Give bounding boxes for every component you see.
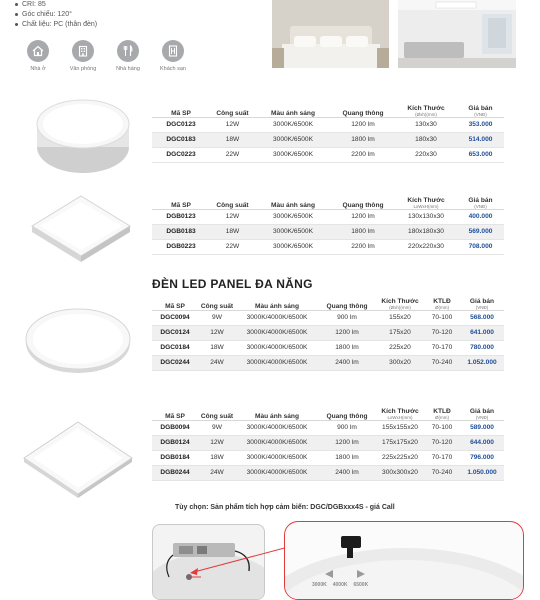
cct-label: 4000K	[332, 582, 348, 588]
column-header: Mã SP	[152, 294, 198, 310]
spec-list	[14, 0, 97, 30]
section-heading: ĐÈN LED PANEL ĐA NĂNG	[152, 277, 313, 291]
table-cell: 22W	[210, 239, 255, 254]
spec-item: Chất liệu: PC (thân đèn)	[14, 20, 97, 30]
table-cell: 9W	[198, 420, 236, 435]
table-cell: 3000K/6500K	[255, 132, 331, 147]
table-cell: 70-100	[424, 310, 460, 325]
column-header: Màu ánh sáng	[236, 404, 318, 420]
table-cell: 24W	[198, 465, 236, 480]
column-header: Quang thông	[318, 404, 376, 420]
table-cell: 70-240	[424, 355, 460, 370]
table-cell: 220x30	[395, 147, 457, 162]
table-cell: 225x20	[376, 340, 424, 355]
table-cell: 1200 lm	[318, 435, 376, 450]
table-cell: 18W	[210, 224, 255, 239]
table-cell: 3000K/4000K/6500K	[236, 340, 318, 355]
table-cell: 3000K/6500K	[255, 147, 331, 162]
table-cell: 12W	[210, 209, 255, 224]
column-header: Công suất	[198, 294, 236, 310]
product-table-dgc-4	[152, 294, 504, 371]
table-cell: 3000K/6500K	[255, 224, 331, 239]
column-header: Giá bán (VNĐ)	[460, 404, 504, 420]
table-cell: 130x30	[395, 117, 457, 132]
column-header: Công suất	[210, 101, 255, 117]
product-code-cell: DGC0183	[152, 132, 210, 147]
table-row	[152, 435, 504, 450]
table-cell: 3000K/6500K	[255, 209, 331, 224]
table-cell: 3000K/6500K	[255, 239, 331, 254]
house-icon	[27, 40, 49, 62]
table-row	[152, 132, 504, 147]
table-cell: 18W	[198, 450, 236, 465]
application-icons	[22, 40, 189, 72]
table-cell: 3000K/4000K/6500K	[236, 420, 318, 435]
square-panel-light-image	[18, 418, 138, 507]
column-header: KTLĐ Ø(mm)	[424, 294, 460, 310]
price-cell: 780.000	[460, 340, 504, 355]
product-code-cell: DGC0244	[152, 355, 198, 370]
column-header: Quang thông	[318, 294, 376, 310]
column-header: Kích Thước (Øxh)(mm)	[395, 101, 457, 117]
table-row	[152, 355, 504, 370]
price-cell: 1.050.000	[460, 465, 504, 480]
table-cell: 3000K/6500K	[255, 117, 331, 132]
table-cell: 180x180x30	[395, 224, 457, 239]
application-restaurant	[112, 40, 144, 72]
column-header: Mã SP	[152, 193, 210, 209]
price-cell: 353.000	[457, 117, 504, 132]
table-cell: 3000K/4000K/6500K	[236, 450, 318, 465]
price-cell: 641.000	[460, 325, 504, 340]
table-cell: 12W	[198, 325, 236, 340]
table-cell: 70-120	[424, 325, 460, 340]
table-cell: 155x155x20	[376, 420, 424, 435]
table-row	[152, 147, 504, 162]
table-row	[152, 420, 504, 435]
table-cell: 130x130x30	[395, 209, 457, 224]
product-code-cell: DGC0123	[152, 117, 210, 132]
table-cell: 70-100	[424, 420, 460, 435]
table-cell: 2400 lm	[318, 355, 376, 370]
price-cell: 400.000	[457, 209, 504, 224]
table-row	[152, 239, 504, 254]
table-cell: 9W	[198, 310, 236, 325]
table-row	[152, 117, 504, 132]
pointer-arrow	[186, 540, 296, 580]
price-cell: 569.000	[457, 224, 504, 239]
table-cell: 220x220x30	[395, 239, 457, 254]
table-row	[152, 224, 504, 239]
product-code-cell: DGB0184	[152, 450, 198, 465]
column-header: Kích Thước LxWxH(mm)	[376, 404, 424, 420]
price-cell: 568.000	[460, 310, 504, 325]
table-cell: 155x20	[376, 310, 424, 325]
table-cell: 70-240	[424, 465, 460, 480]
table-cell: 12W	[198, 435, 236, 450]
price-cell: 1.052.000	[460, 355, 504, 370]
product-table-dgb-3	[152, 193, 504, 255]
table-cell: 3000K/4000K/6500K	[236, 325, 318, 340]
square-ceiling-light-image	[26, 190, 136, 275]
spec-item: Góc chiếu: 120°	[14, 10, 97, 20]
column-header: Quang thông	[331, 101, 395, 117]
table-cell: 18W	[198, 340, 236, 355]
column-header: Giá bán (VNĐ)	[457, 193, 504, 209]
application-home	[22, 40, 54, 72]
column-header: KTLĐ Ø(mm)	[424, 404, 460, 420]
column-header: Màu ánh sáng	[236, 294, 318, 310]
product-code-cell: DGB0094	[152, 420, 198, 435]
cutlery-icon	[117, 40, 139, 62]
table-cell: 1200 lm	[331, 117, 395, 132]
table-cell: 2200 lm	[331, 239, 395, 254]
table-row	[152, 465, 504, 480]
table-cell: 2400 lm	[318, 465, 376, 480]
column-header: Công suất	[198, 404, 236, 420]
column-header: Màu ánh sáng	[255, 101, 331, 117]
table-row	[152, 340, 504, 355]
product-code-cell: DGC0223	[152, 147, 210, 162]
table-cell: 1200 lm	[331, 209, 395, 224]
table-cell: 70-170	[424, 450, 460, 465]
application-hotel	[157, 40, 189, 72]
product-code-cell: DGB0123	[152, 209, 210, 224]
product-code-cell: DGB0183	[152, 224, 210, 239]
table-cell: 1800 lm	[331, 224, 395, 239]
table-row	[152, 325, 504, 340]
table-row	[152, 209, 504, 224]
sensor-option-note: Tùy chọn: Sản phẩm tích hợp cảm biến: DGC/DGBxxx4S - giá Call	[175, 504, 395, 511]
table-cell: 3000K/4000K/6500K	[236, 465, 318, 480]
spec-item: CRI: 85	[14, 0, 97, 10]
table-cell: 1800 lm	[318, 450, 376, 465]
table-cell: 175x175x20	[376, 435, 424, 450]
column-header: Màu ánh sáng	[255, 193, 331, 209]
table-cell: 1800 lm	[331, 132, 395, 147]
table-cell: 3000K/4000K/6500K	[236, 435, 318, 450]
product-code-cell: DGB0223	[152, 239, 210, 254]
table-cell: 300x20	[376, 355, 424, 370]
cct-switch-detail-image	[284, 521, 524, 600]
application-label: Văn phòng	[69, 66, 97, 72]
price-cell: 514.000	[457, 132, 504, 147]
table-cell: 3000K/4000K/6500K	[236, 355, 318, 370]
application-label: Nhà ở	[30, 66, 46, 72]
table-row	[152, 450, 504, 465]
table-cell: 180x30	[395, 132, 457, 147]
price-cell: 708.000	[457, 239, 504, 254]
table-cell: 24W	[198, 355, 236, 370]
product-code-cell: DGC0124	[152, 325, 198, 340]
price-cell: 589.000	[460, 420, 504, 435]
price-cell: 644.000	[460, 435, 504, 450]
office-building-icon	[72, 40, 94, 62]
table-cell: 225x225x20	[376, 450, 424, 465]
product-code-cell: DGB0244	[152, 465, 198, 480]
table-cell: 1200 lm	[318, 325, 376, 340]
table-cell: 70-170	[424, 340, 460, 355]
hotel-icon	[162, 40, 184, 62]
round-ceiling-light-image	[30, 98, 136, 185]
table-cell: 900 lm	[318, 420, 376, 435]
application-label: Khách sạn	[160, 66, 186, 72]
table-cell: 3000K/4000K/6500K	[236, 310, 318, 325]
price-cell: 653.000	[457, 147, 504, 162]
product-table-dgc-3	[152, 101, 504, 163]
column-header: Công suất	[210, 193, 255, 209]
column-header: Mã SP	[152, 404, 198, 420]
table-cell: 300x300x20	[376, 465, 424, 480]
table-row	[152, 310, 504, 325]
product-code-cell: DGB0124	[152, 435, 198, 450]
product-table-dgb-4	[152, 404, 504, 481]
living-room-photo	[398, 0, 516, 68]
table-cell: 18W	[210, 132, 255, 147]
column-header: Giá bán (VNĐ)	[460, 294, 504, 310]
table-cell: 22W	[210, 147, 255, 162]
product-code-cell: DGC0094	[152, 310, 198, 325]
column-header: Mã SP	[152, 101, 210, 117]
table-cell: 900 lm	[318, 310, 376, 325]
table-cell: 1800 lm	[318, 340, 376, 355]
round-panel-light-image	[20, 300, 136, 385]
bedroom-photo	[272, 0, 389, 68]
price-cell: 796.000	[460, 450, 504, 465]
cct-labels	[312, 582, 368, 588]
cct-label: 6500K	[353, 582, 369, 588]
column-header: Kích Thước LxWxH(mm)	[395, 193, 457, 209]
product-code-cell: DGC0184	[152, 340, 198, 355]
application-office	[67, 40, 99, 72]
application-label: Nhà hàng	[116, 66, 140, 72]
table-cell: 70-120	[424, 435, 460, 450]
table-cell: 175x20	[376, 325, 424, 340]
column-header: Quang thông	[331, 193, 395, 209]
table-cell: 2200 lm	[331, 147, 395, 162]
column-header: Kích Thước (Øxh)(mm)	[376, 294, 424, 310]
table-cell: 12W	[210, 117, 255, 132]
cct-label: 3000K	[312, 582, 327, 588]
column-header: Giá bán (VNĐ)	[457, 101, 504, 117]
